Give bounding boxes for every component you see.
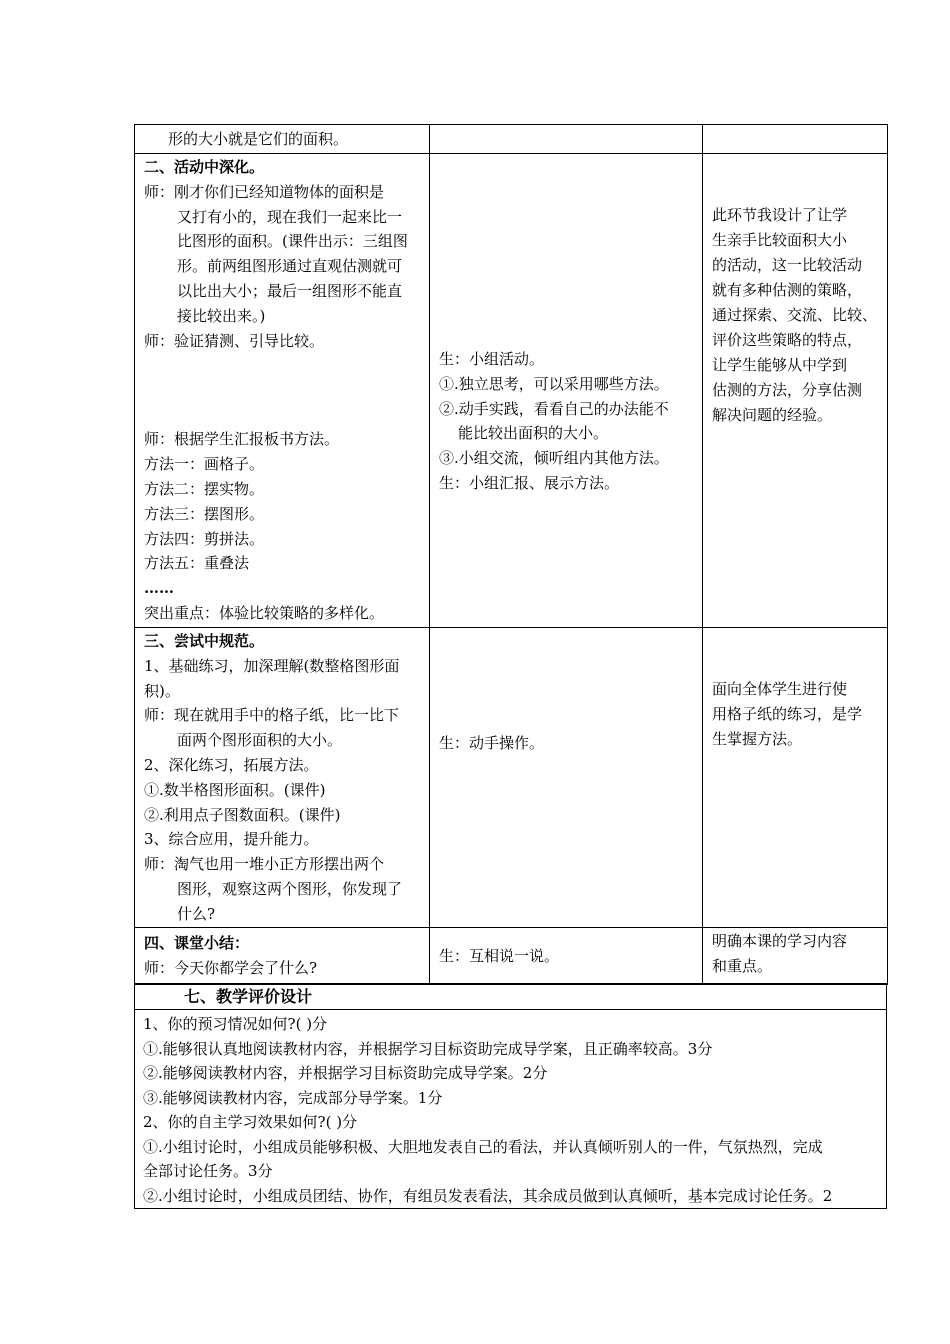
text-line: 面向全体学生进行使 <box>712 680 848 698</box>
table-row <box>135 928 888 985</box>
cell-text: 形的大小就是它们的面积。 <box>168 130 349 148</box>
text-line: 此环节我设计了让学 <box>712 206 848 224</box>
teacher-cell <box>135 628 430 928</box>
text-line: 3、综合应用，提升能力。 <box>144 830 319 849</box>
text-line: 形。前两组图形通过直观估测就可 <box>177 257 403 276</box>
student-cell <box>430 628 703 928</box>
text-line: 让学生能够从中学到 <box>712 356 848 374</box>
text-line: 师：根据学生汇报板书方法。 <box>144 430 340 449</box>
text-line: 师：刚才你们已经知道物体的面积是 <box>144 182 385 201</box>
text-line: 比图形的面积。(课件出示：三组图 <box>177 232 408 251</box>
table-row <box>135 1010 887 1209</box>
evaluation-body-cell <box>135 1010 887 1209</box>
table-row <box>135 125 888 154</box>
text-line: ②.利用点子图数面积。(课件) <box>144 805 341 824</box>
section-heading: 四、课堂小结： <box>144 934 250 952</box>
text-line: 估测的方法，分享估测 <box>712 381 863 399</box>
text-line: 师：验证猜测、引导比较。 <box>144 331 325 350</box>
text-line: 就有多种估测的策略， <box>712 281 863 299</box>
ellipsis: …… <box>144 579 174 598</box>
method-item: 方法一：画格子。 <box>144 455 265 474</box>
text-line: 以比出大小；最后一组图形不能直 <box>177 281 403 300</box>
section-heading: 三、尝试中规范。 <box>144 632 265 650</box>
text-line: 能比较出面积的大小。 <box>458 424 609 443</box>
section-heading: 二、活动中深化。 <box>144 158 265 176</box>
text-line: 积)。 <box>144 681 180 700</box>
text-line: 生亲手比较面积大小 <box>712 231 848 249</box>
method-item: 方法三：摆图形。 <box>144 504 265 523</box>
teacher-cell <box>135 154 430 628</box>
evaluation-title-cell <box>135 984 887 1010</box>
text-line: 评价这些策略的特点， <box>712 331 863 349</box>
text-line: 通过探索、交流、比较、 <box>712 306 878 324</box>
text-line: ①.能够很认真地阅读教材内容，并根据学习目标资助完成导学案，且正确率较高。3分 <box>143 1039 713 1058</box>
method-item: 方法五：重叠法 <box>144 554 250 573</box>
evaluation-table <box>134 983 887 1209</box>
text-line: 生：小组活动。 <box>439 350 545 368</box>
text-line: 明确本课的学习内容 <box>712 932 848 950</box>
text-line: 全部讨论任务。3分 <box>143 1162 273 1180</box>
table-row <box>135 984 887 1010</box>
text-line: ②.能够阅读教材内容，并根据学习目标资助完成导学案。2分 <box>143 1064 548 1082</box>
text-line: 又打有小的，现在我们一起来比一 <box>177 207 403 226</box>
text-line: ①.独立思考，可以采用哪些方法。 <box>439 374 669 393</box>
text-line: 师：淘气也用一堆小正方形摆出两个 <box>144 855 385 874</box>
text-line: ①.小组讨论时，小组成员能够积极、大胆地发表自己的看法，并认真倾听别人的一件，气氛热烈，完成 <box>143 1137 823 1156</box>
text-line: 的活动，这一比较活动 <box>712 256 863 274</box>
text-line: 1、基础练习，加深理解(数整格图形面 <box>144 656 400 675</box>
text-line: 师：今天你都学会了什么? <box>144 958 318 977</box>
text-line: 突出重点：体验比较策略的多样化。 <box>144 603 385 622</box>
section-title: 七、教学评价设计 <box>184 987 313 1006</box>
design-cell <box>703 928 888 985</box>
method-item: 方法四：剪拼法。 <box>144 529 265 548</box>
lesson-table <box>134 124 888 985</box>
design-cell <box>703 125 888 154</box>
design-cell <box>703 628 888 928</box>
text-line: 师：现在就用手中的格子纸，比一比下 <box>144 706 400 725</box>
text-line: ①.数半格图形面积。(课件) <box>144 780 326 799</box>
text-line: 解决问题的经验。 <box>712 406 833 424</box>
student-cell <box>430 154 703 628</box>
text-line: 2、你的自主学习效果如何?( )分 <box>143 1113 358 1131</box>
text-line: 图形，观察这两个图形，你发现了 <box>177 879 403 898</box>
text-line: 用格子纸的练习，是学 <box>712 705 863 723</box>
student-cell <box>430 125 703 154</box>
teacher-cell <box>135 928 430 985</box>
text-line: 生：小组汇报、展示方法。 <box>439 473 620 492</box>
student-cell <box>430 928 703 985</box>
table-row <box>135 154 888 628</box>
text-line: ②.小组讨论时，小组成员团结、协作，有组员发表看法，其余成员做到认真倾听，基本完成讨论任务。2 <box>143 1186 833 1205</box>
text-line: 生：动手操作。 <box>439 734 545 752</box>
teacher-cell <box>135 125 430 154</box>
table-row <box>135 628 888 928</box>
text-line: 接比较出来。) <box>177 306 266 325</box>
text-line: 面两个图形面积的大小。 <box>177 731 343 750</box>
text-line: 1、你的预习情况如何?( )分 <box>143 1015 328 1033</box>
text-line: ②.动手实践，看看自己的办法能不 <box>439 399 669 418</box>
design-cell <box>703 154 888 628</box>
method-item: 方法二：摆实物。 <box>144 479 265 498</box>
text-line: ③.小组交流，倾听组内其他方法。 <box>439 449 669 468</box>
text-line: 2、深化练习，拓展方法。 <box>144 755 319 774</box>
text-line: ③.能够阅读教材内容，完成部分导学案。1分 <box>143 1088 443 1107</box>
text-line: 生：互相说一说。 <box>439 947 560 965</box>
text-line: 和重点。 <box>712 956 773 975</box>
text-line: 什么? <box>177 904 216 923</box>
text-line: 生掌握方法。 <box>712 730 803 748</box>
